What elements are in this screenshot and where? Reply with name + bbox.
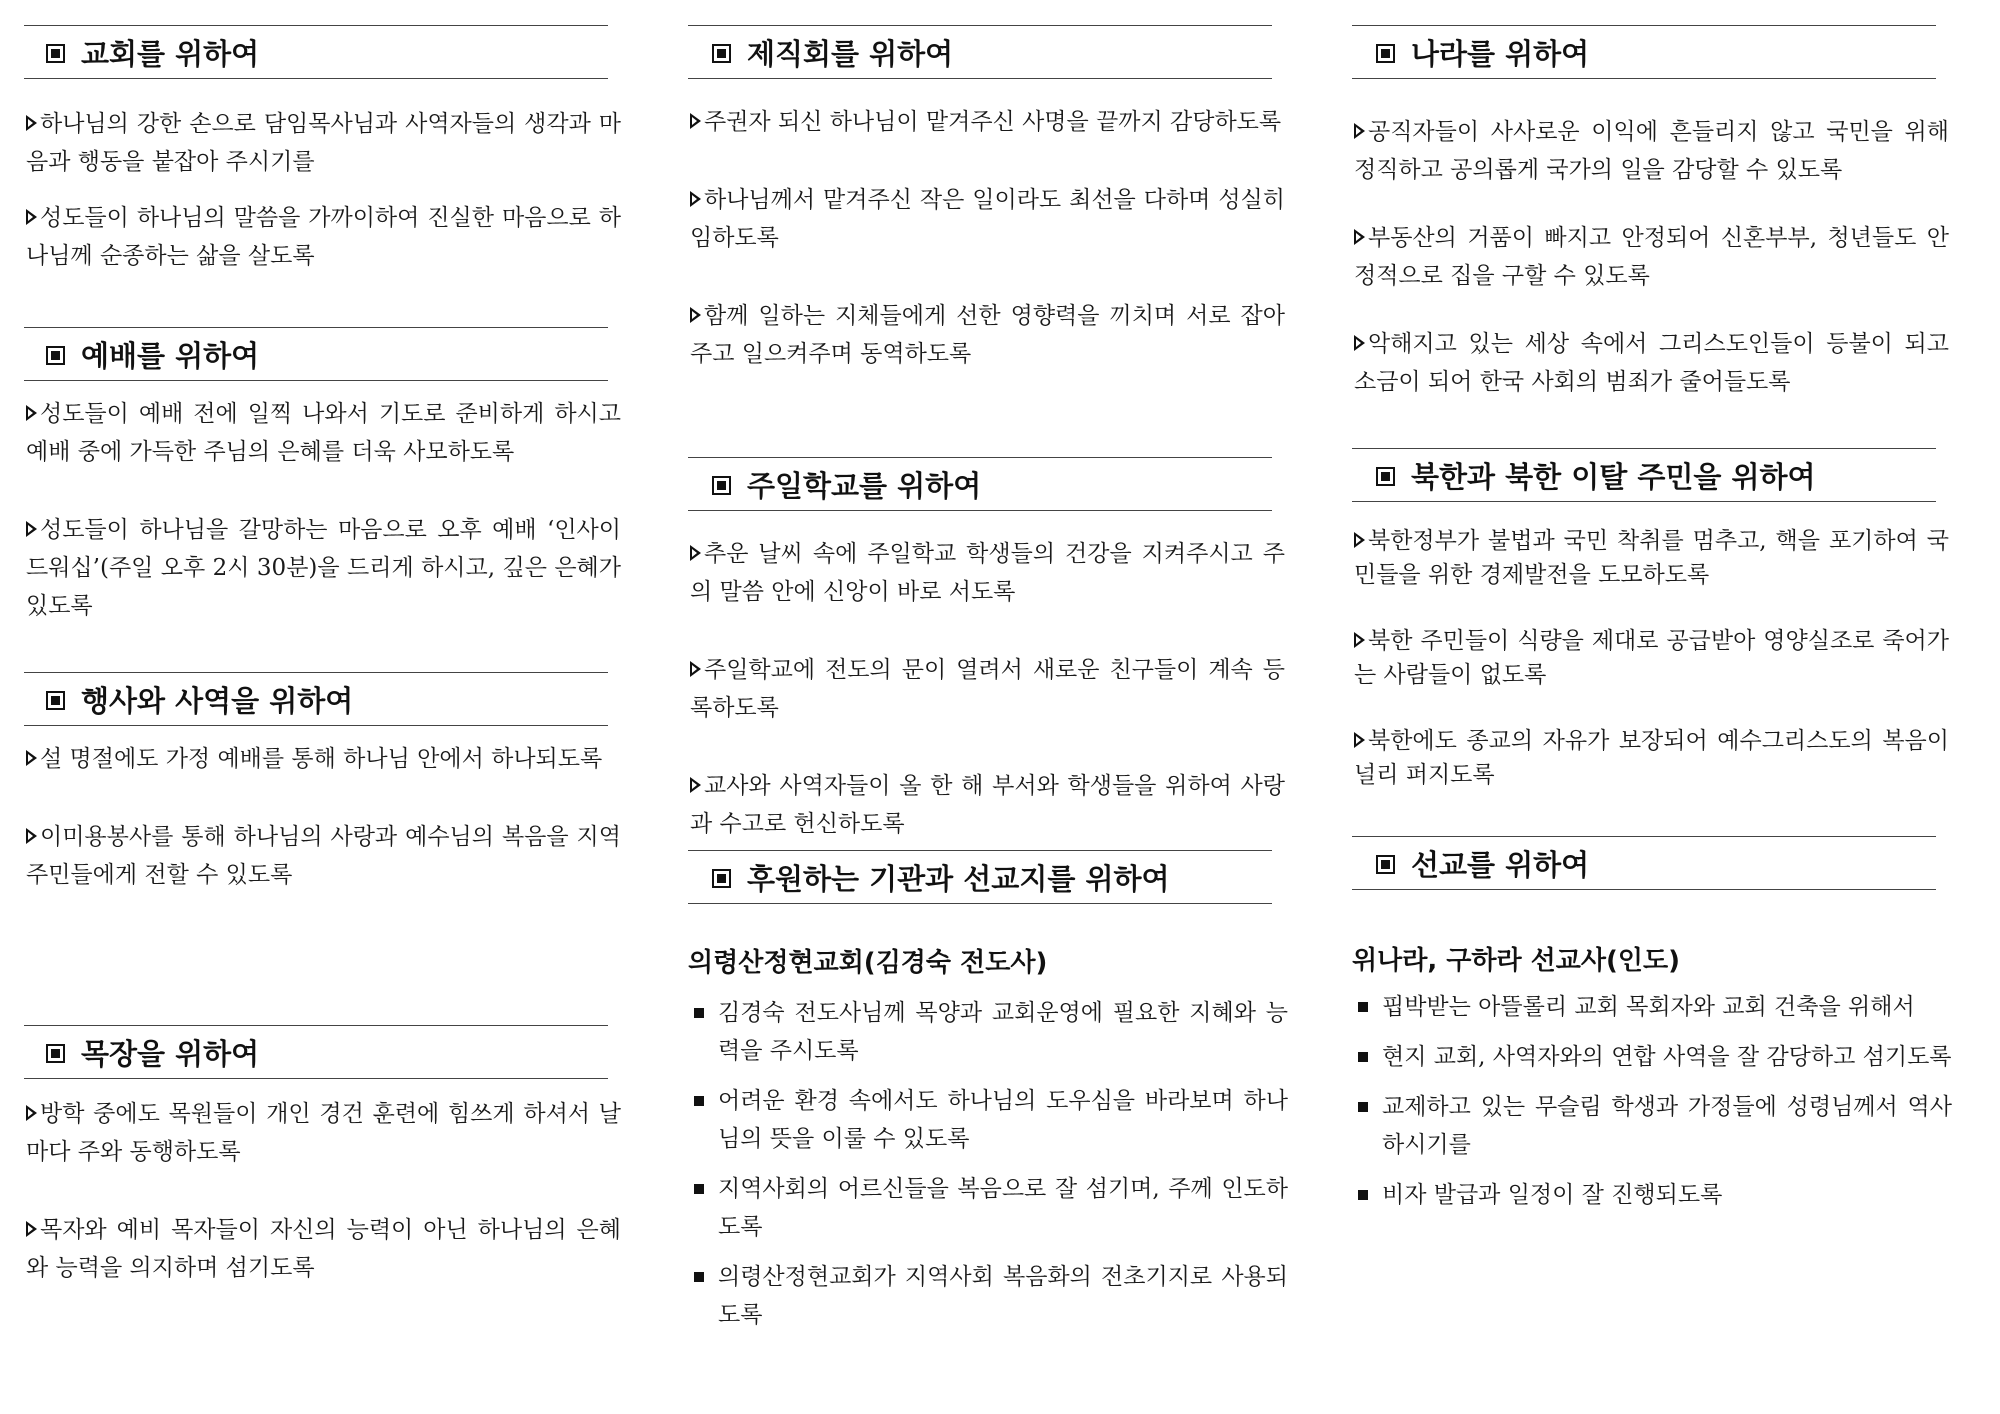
square-bullet-icon — [46, 691, 65, 710]
triangle-bullet-icon — [1354, 123, 1365, 139]
mission-bullet-list — [1352, 988, 1952, 1226]
support-bullet-list — [688, 994, 1288, 1346]
triangle-bullet-icon — [690, 661, 701, 677]
section-title: 주일학교를 위하여 — [747, 468, 982, 503]
section-missions — [1352, 836, 1952, 1208]
section-deacons — [688, 25, 1288, 373]
triangle-bullet-icon — [26, 405, 37, 421]
section-header — [1352, 448, 1936, 502]
square-bullet-icon — [1358, 1190, 1368, 1200]
prayer-item: 하나님의 강한 손으로 담임목사님과 사역자들의 생각과 마음과 행동을 붙잡아 주시기를 — [26, 111, 621, 175]
section-title: 예배를 위하여 — [81, 338, 260, 373]
prayer-item: 성도들이 하나님의 말씀을 가까이하여 진실한 마음으로 하나님께 순종하는 삶을 살도록 — [26, 205, 621, 269]
triangle-bullet-icon — [690, 191, 701, 207]
section-header — [688, 457, 1272, 511]
prayer-item: 방학 중에도 목원들이 개인 경건 훈련에 힘쓰게 하셔서 날마다 주와 동행하도록 — [26, 1101, 621, 1165]
square-bullet-icon — [694, 1272, 704, 1282]
prayer-item: 하나님께서 맡겨주신 작은 일이라도 최선을 다하며 성실히 임하도록 — [690, 187, 1285, 251]
section-title: 나라를 위하여 — [1411, 36, 1590, 71]
square-bullet-icon — [1358, 1052, 1368, 1062]
list-item: 현지 교회, 사역자와의 연합 사역을 잘 감당하고 섬기도록 — [1352, 1038, 1952, 1076]
organization-name: 의령산정현교회(김경숙 전도사) — [688, 948, 1048, 978]
prayer-item: 성도들이 예배 전에 일찍 나와서 기도로 준비하게 하시고 예배 중에 가득한 주님의 은혜를 더욱 사모하도록 — [26, 401, 621, 465]
triangle-bullet-icon — [26, 750, 37, 766]
prayer-item: 주일학교에 전도의 문이 열려서 새로운 친구들이 계속 등록하도록 — [690, 657, 1285, 721]
prayer-item: 목자와 예비 목자들이 자신의 능력이 아닌 하나님의 은혜와 능력을 의지하며 섬기도록 — [26, 1217, 621, 1281]
section-title: 목장을 위하여 — [81, 1036, 260, 1071]
square-bullet-icon — [1376, 44, 1395, 63]
triangle-bullet-icon — [1354, 229, 1365, 245]
square-bullet-icon — [694, 1008, 704, 1018]
square-bullet-icon — [712, 869, 731, 888]
prayer-item: 북한정부가 불법과 국민 착취를 멈추고, 핵을 포기하여 국민들을 위한 경제발전을 도모하도록 — [1354, 528, 1949, 588]
section-header — [1352, 25, 1936, 79]
triangle-bullet-icon — [26, 828, 37, 844]
square-bullet-icon — [1376, 467, 1395, 486]
section-sunday-school — [688, 457, 1288, 843]
list-item: 비자 발급과 일정이 잘 진행되도록 — [1352, 1176, 1952, 1214]
prayer-item: 성도들이 하나님을 갈망하는 마음으로 오후 예배 ‘인사이드워십’(주일 오후 2시 30분)을 드리게 하시고, 깊은 은혜가 있도록 — [26, 517, 621, 619]
section-header — [1352, 836, 1936, 890]
section-north-korea — [1352, 448, 1952, 792]
section-mission-support — [688, 850, 1288, 1328]
list-item: 핍박받는 아뜰롤리 교회 목회자와 교회 건축을 위해서 — [1352, 988, 1952, 1026]
prayer-item: 북한 주민들이 식량을 제대로 공급받아 영양실조로 죽어가는 사람들이 없도록 — [1354, 628, 1949, 688]
list-item: 김경숙 전도사님께 목양과 교회운영에 필요한 지혜와 능력을 주시도록 — [688, 994, 1288, 1070]
section-header — [24, 25, 608, 79]
section-church — [24, 25, 624, 275]
prayer-item: 부동산의 거품이 빠지고 안정되어 신혼부부, 청년들도 안정적으로 집을 구할 수 있도록 — [1354, 225, 1949, 289]
section-mokjang — [24, 1025, 624, 1287]
prayer-item: 추운 날씨 속에 주일학교 학생들의 건강을 지켜주시고 주의 말씀 안에 신앙이 바로 서도록 — [690, 541, 1285, 605]
list-item: 교제하고 있는 무슬림 학생과 가정들에 성령님께서 역사하시기를 — [1352, 1088, 1952, 1164]
triangle-bullet-icon — [26, 1105, 37, 1121]
section-header — [24, 327, 608, 381]
section-header — [688, 25, 1272, 79]
section-title: 행사와 사역을 위하여 — [81, 683, 354, 718]
section-title: 제직회를 위하여 — [747, 36, 954, 71]
section-nation — [1352, 25, 1952, 401]
list-item: 어려운 환경 속에서도 하나님의 도우심을 바라보며 하나님의 뜻을 이룰 수 있도록 — [688, 1082, 1288, 1158]
section-header — [24, 672, 608, 726]
triangle-bullet-icon — [690, 545, 701, 561]
section-title: 교회를 위하여 — [81, 36, 260, 71]
triangle-bullet-icon — [1354, 335, 1365, 351]
square-bullet-icon — [46, 44, 65, 63]
triangle-bullet-icon — [26, 521, 37, 537]
missionary-name: 위나라, 구하라 선교사(인도) — [1352, 946, 1681, 976]
section-title: 북한과 북한 이탈 주민을 위하여 — [1411, 459, 1816, 494]
triangle-bullet-icon — [690, 777, 701, 793]
section-worship — [24, 327, 624, 625]
prayer-item: 악해지고 있는 세상 속에서 그리스도인들이 등불이 되고 소금이 되어 한국 사회의 범죄가 줄어들도록 — [1354, 331, 1949, 395]
triangle-bullet-icon — [1354, 532, 1365, 548]
prayer-item: 북한에도 종교의 자유가 보장되어 예수그리스도의 복음이 널리 퍼지도록 — [1354, 728, 1949, 788]
square-bullet-icon — [694, 1184, 704, 1194]
square-bullet-icon — [712, 44, 731, 63]
list-item: 지역사회의 어르신들을 복음으로 잘 섬기며, 주께 인도하도록 — [688, 1170, 1288, 1246]
triangle-bullet-icon — [26, 115, 37, 131]
square-bullet-icon — [1358, 1002, 1368, 1012]
section-title: 후원하는 기관과 선교지를 위하여 — [747, 861, 1170, 896]
triangle-bullet-icon — [26, 1221, 37, 1237]
triangle-bullet-icon — [690, 307, 701, 323]
square-bullet-icon — [46, 346, 65, 365]
triangle-bullet-icon — [1354, 632, 1365, 648]
square-bullet-icon — [694, 1096, 704, 1106]
square-bullet-icon — [1358, 1102, 1368, 1112]
triangle-bullet-icon — [26, 209, 37, 225]
prayer-item: 설 명절에도 가정 예배를 통해 하나님 안에서 하나되도록 — [26, 740, 621, 778]
section-title: 선교를 위하여 — [1411, 847, 1590, 882]
prayer-item: 함께 일하는 지체들에게 선한 영향력을 끼치며 서로 잡아주고 일으켜주며 동역하도록 — [690, 303, 1285, 367]
square-bullet-icon — [712, 476, 731, 495]
section-header — [688, 850, 1272, 904]
section-header — [24, 1025, 608, 1079]
prayer-item: 이미용봉사를 통해 하나님의 사랑과 예수님의 복음을 지역주민들에게 전할 수 있도록 — [26, 824, 621, 888]
prayer-item: 교사와 사역자들이 올 한 해 부서와 학생들을 위하여 사랑과 수고로 헌신하도록 — [690, 773, 1285, 837]
triangle-bullet-icon — [1354, 732, 1365, 748]
square-bullet-icon — [1376, 855, 1395, 874]
list-item: 의령산정현교회가 지역사회 복음화의 전초기지로 사용되도록 — [688, 1258, 1288, 1334]
prayer-item: 공직자들이 사사로운 이익에 흔들리지 않고 국민을 위해 정직하고 공의롭게 국가의 일을 감당할 수 있도록 — [1354, 119, 1949, 183]
section-events — [24, 672, 624, 894]
square-bullet-icon — [46, 1044, 65, 1063]
triangle-bullet-icon — [690, 113, 701, 129]
prayer-item: 주권자 되신 하나님이 맡겨주신 사명을 끝까지 감당하도록 — [690, 103, 1285, 141]
